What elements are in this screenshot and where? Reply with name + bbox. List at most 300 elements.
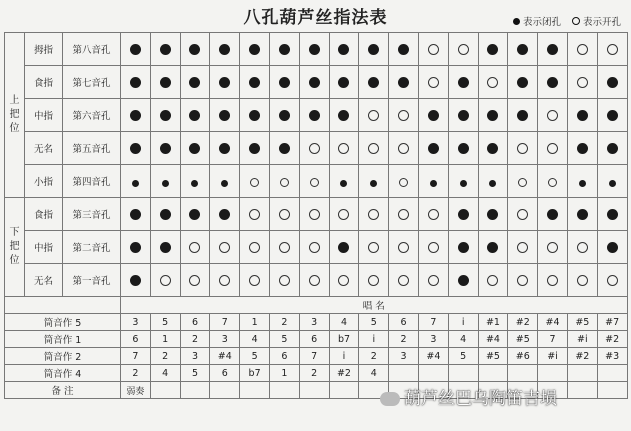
open-hole-icon bbox=[310, 178, 319, 187]
finger-label: 食指 bbox=[25, 198, 63, 231]
closed-hole-icon bbox=[279, 77, 290, 88]
hole-cell bbox=[597, 198, 627, 231]
open-hole-icon bbox=[368, 275, 379, 286]
notation-cell: #5 bbox=[567, 314, 597, 331]
notation-cell: 5 bbox=[359, 314, 389, 331]
notation-cell: i bbox=[329, 348, 359, 365]
notation-cell: 3 bbox=[389, 348, 419, 365]
open-hole-icon bbox=[280, 178, 289, 187]
hole-cell bbox=[150, 33, 180, 66]
hole-cell bbox=[359, 99, 389, 132]
notation-cell: 3 bbox=[299, 314, 329, 331]
hole-cell bbox=[329, 99, 359, 132]
hole-cell bbox=[448, 198, 478, 231]
hole-cell bbox=[150, 165, 180, 198]
hole-cell bbox=[180, 198, 210, 231]
closed-hole-icon bbox=[398, 77, 409, 88]
closed-hole-icon bbox=[309, 110, 320, 121]
notation-cell: 5 bbox=[269, 331, 299, 348]
notation-cell: 3 bbox=[121, 314, 151, 331]
closed-hole-icon bbox=[130, 209, 141, 220]
closed-hole-icon bbox=[577, 110, 588, 121]
closed-hole-icon bbox=[162, 180, 169, 187]
notation-cell: 1 bbox=[240, 314, 270, 331]
hole-cell bbox=[240, 231, 270, 264]
open-hole-icon bbox=[249, 242, 260, 253]
closed-hole-icon bbox=[130, 275, 141, 286]
hole-row bbox=[5, 99, 628, 132]
notation-cell bbox=[478, 365, 508, 382]
hole-cell bbox=[359, 198, 389, 231]
legend bbox=[513, 14, 621, 28]
closed-hole-icon bbox=[458, 143, 469, 154]
hole-cell bbox=[329, 132, 359, 165]
open-hole-icon bbox=[249, 275, 260, 286]
notation-row bbox=[5, 331, 628, 348]
notation-cell: 6 bbox=[121, 331, 151, 348]
closed-hole-icon bbox=[219, 209, 230, 220]
closed-hole-icon bbox=[487, 44, 498, 55]
hole-cell bbox=[448, 165, 478, 198]
hole-cell bbox=[448, 231, 478, 264]
open-hole-icon bbox=[219, 242, 230, 253]
hole-cell bbox=[508, 198, 538, 231]
finger-label: 拇指 bbox=[25, 33, 63, 66]
finger-label: 无名 bbox=[25, 132, 63, 165]
closed-hole-icon bbox=[249, 77, 260, 88]
closed-hole-icon bbox=[460, 180, 467, 187]
open-hole-icon bbox=[398, 110, 409, 121]
hole-cell bbox=[299, 198, 329, 231]
open-hole-icon bbox=[368, 143, 379, 154]
closed-hole-icon bbox=[368, 44, 379, 55]
open-hole-icon bbox=[547, 110, 558, 121]
hole-cell bbox=[597, 132, 627, 165]
hole-cell bbox=[359, 231, 389, 264]
remark-blank bbox=[150, 382, 180, 399]
remark-blank bbox=[567, 382, 597, 399]
notation-cell: #5 bbox=[508, 331, 538, 348]
open-hole-icon bbox=[577, 275, 588, 286]
notation-cell: 7 bbox=[121, 348, 151, 365]
notation-label: 筒音作 2 bbox=[5, 348, 121, 365]
notation-cell: #7 bbox=[597, 314, 627, 331]
closed-hole-icon bbox=[130, 143, 141, 154]
hole-cell bbox=[329, 33, 359, 66]
hole-cell bbox=[121, 264, 151, 297]
closed-hole-icon bbox=[189, 77, 200, 88]
open-hole-icon bbox=[428, 77, 439, 88]
closed-hole-icon bbox=[487, 143, 498, 154]
closed-hole-icon bbox=[517, 110, 528, 121]
hole-cell bbox=[121, 165, 151, 198]
legend-open-label: 表示开孔 bbox=[582, 17, 621, 28]
hole-cell bbox=[478, 33, 508, 66]
hole-cell bbox=[538, 231, 568, 264]
hole-cell bbox=[180, 33, 210, 66]
hole-cell bbox=[418, 66, 448, 99]
remark-blank bbox=[240, 382, 270, 399]
remark-blank bbox=[180, 382, 210, 399]
hole-row bbox=[5, 33, 628, 66]
notation-cell: #i bbox=[567, 331, 597, 348]
notation-row bbox=[5, 365, 628, 382]
hole-cell bbox=[269, 165, 299, 198]
open-hole-icon bbox=[607, 275, 618, 286]
page-title: 八孔葫芦丝指法表 bbox=[243, 8, 388, 28]
lower-group-label: 下把位 bbox=[5, 198, 25, 297]
closed-hole-icon bbox=[219, 143, 230, 154]
open-hole-icon bbox=[189, 275, 200, 286]
closed-hole-icon bbox=[130, 242, 141, 253]
hole-row bbox=[5, 264, 628, 297]
hole-cell bbox=[150, 264, 180, 297]
hole-row bbox=[5, 132, 628, 165]
closed-hole-icon bbox=[489, 180, 496, 187]
hole-cell bbox=[359, 132, 389, 165]
closed-hole-icon bbox=[547, 77, 558, 88]
hole-cell bbox=[329, 165, 359, 198]
notation-cell: 2 bbox=[299, 365, 329, 382]
open-hole-icon bbox=[572, 17, 580, 25]
remark-value: 弱奏 bbox=[121, 382, 151, 399]
closed-hole-icon bbox=[309, 77, 320, 88]
hole-label: 第七音孔 bbox=[63, 66, 121, 99]
hole-cell bbox=[567, 165, 597, 198]
hole-cell bbox=[150, 66, 180, 99]
open-hole-icon bbox=[309, 209, 320, 220]
remark-blank bbox=[329, 382, 359, 399]
hole-cell bbox=[448, 99, 478, 132]
closed-hole-icon bbox=[279, 44, 290, 55]
closed-hole-icon bbox=[338, 110, 349, 121]
hole-cell bbox=[269, 198, 299, 231]
open-hole-icon bbox=[309, 275, 320, 286]
open-hole-icon bbox=[279, 209, 290, 220]
open-hole-icon bbox=[428, 242, 439, 253]
closed-hole-icon bbox=[458, 275, 469, 286]
fingering-table bbox=[4, 32, 628, 399]
note-name-row bbox=[5, 297, 628, 314]
open-hole-icon bbox=[607, 44, 618, 55]
notation-cell bbox=[508, 365, 538, 382]
closed-hole-icon bbox=[221, 180, 228, 187]
closed-hole-icon bbox=[189, 209, 200, 220]
finger-label: 中指 bbox=[25, 99, 63, 132]
closed-hole-icon bbox=[370, 180, 377, 187]
notation-cell: 3 bbox=[418, 331, 448, 348]
notation-cell: 2 bbox=[150, 348, 180, 365]
hole-cell bbox=[508, 66, 538, 99]
hole-cell bbox=[329, 66, 359, 99]
notation-cell: #6 bbox=[508, 348, 538, 365]
notation-cell: 6 bbox=[389, 314, 419, 331]
hole-cell bbox=[508, 33, 538, 66]
closed-hole-icon bbox=[428, 143, 439, 154]
open-hole-icon bbox=[547, 275, 558, 286]
hole-cell bbox=[389, 132, 419, 165]
hole-cell bbox=[269, 33, 299, 66]
notation-row bbox=[5, 314, 628, 331]
hole-cell bbox=[359, 264, 389, 297]
hole-cell bbox=[478, 99, 508, 132]
notation-cell: b7 bbox=[329, 331, 359, 348]
hole-cell bbox=[240, 198, 270, 231]
notation-cell: #4 bbox=[210, 348, 240, 365]
hole-cell bbox=[121, 231, 151, 264]
notation-cell: #4 bbox=[478, 331, 508, 348]
open-hole-icon bbox=[458, 44, 469, 55]
hole-cell bbox=[210, 264, 240, 297]
notation-cell: #2 bbox=[597, 331, 627, 348]
closed-hole-icon bbox=[160, 209, 171, 220]
notation-cell bbox=[389, 365, 419, 382]
notation-cell: 5 bbox=[240, 348, 270, 365]
closed-hole-icon bbox=[513, 18, 520, 25]
notation-cell: 4 bbox=[448, 331, 478, 348]
hole-cell bbox=[418, 231, 448, 264]
open-hole-icon bbox=[368, 110, 379, 121]
hole-cell bbox=[567, 198, 597, 231]
hole-cell bbox=[418, 165, 448, 198]
hole-cell bbox=[121, 198, 151, 231]
hole-cell bbox=[210, 132, 240, 165]
finger-label: 小指 bbox=[25, 165, 63, 198]
open-hole-icon bbox=[189, 242, 200, 253]
hole-cell bbox=[180, 264, 210, 297]
remark-blank bbox=[269, 382, 299, 399]
hole-cell bbox=[538, 33, 568, 66]
notation-cell: 6 bbox=[299, 331, 329, 348]
hole-cell bbox=[538, 264, 568, 297]
hole-cell bbox=[240, 66, 270, 99]
closed-hole-icon bbox=[428, 110, 439, 121]
notation-label: 筒音作 5 bbox=[5, 314, 121, 331]
open-hole-icon bbox=[249, 209, 260, 220]
hole-cell bbox=[210, 231, 240, 264]
open-hole-icon bbox=[309, 242, 320, 253]
hole-cell bbox=[269, 132, 299, 165]
hole-cell bbox=[538, 198, 568, 231]
closed-hole-icon bbox=[607, 143, 618, 154]
hole-cell bbox=[538, 165, 568, 198]
notation-cell: #5 bbox=[478, 348, 508, 365]
notation-cell: #i bbox=[538, 348, 568, 365]
hole-cell bbox=[597, 66, 627, 99]
hole-cell bbox=[150, 132, 180, 165]
notation-cell: 2 bbox=[121, 365, 151, 382]
closed-hole-icon bbox=[249, 110, 260, 121]
hole-cell bbox=[150, 99, 180, 132]
notation-cell: #4 bbox=[418, 348, 448, 365]
hole-cell bbox=[418, 198, 448, 231]
closed-hole-icon bbox=[249, 44, 260, 55]
wechat-icon bbox=[380, 392, 400, 406]
closed-hole-icon bbox=[607, 110, 618, 121]
hole-cell bbox=[567, 33, 597, 66]
hole-cell bbox=[478, 198, 508, 231]
hole-cell bbox=[180, 66, 210, 99]
closed-hole-icon bbox=[338, 77, 349, 88]
closed-hole-icon bbox=[458, 77, 469, 88]
closed-hole-icon bbox=[160, 77, 171, 88]
closed-hole-icon bbox=[577, 209, 588, 220]
hole-row bbox=[5, 231, 628, 264]
hole-cell bbox=[269, 264, 299, 297]
hole-cell bbox=[210, 198, 240, 231]
hole-cell bbox=[478, 165, 508, 198]
notation-cell: 1 bbox=[269, 365, 299, 382]
notation-cell: i bbox=[359, 331, 389, 348]
hole-cell bbox=[418, 99, 448, 132]
hole-cell bbox=[448, 33, 478, 66]
remark-blank bbox=[597, 382, 627, 399]
notation-cell: i bbox=[448, 314, 478, 331]
hole-cell bbox=[597, 231, 627, 264]
open-hole-icon bbox=[577, 77, 588, 88]
open-hole-icon bbox=[547, 242, 558, 253]
hole-cell bbox=[508, 99, 538, 132]
closed-hole-icon bbox=[607, 242, 618, 253]
closed-hole-icon bbox=[338, 44, 349, 55]
closed-hole-icon bbox=[340, 180, 347, 187]
hole-cell bbox=[329, 231, 359, 264]
closed-hole-icon bbox=[219, 110, 230, 121]
note-name-blank bbox=[5, 297, 121, 314]
hole-row bbox=[5, 165, 628, 198]
remark-blank bbox=[210, 382, 240, 399]
hole-cell bbox=[210, 165, 240, 198]
closed-hole-icon bbox=[191, 180, 198, 187]
open-hole-icon bbox=[517, 242, 528, 253]
open-hole-icon bbox=[338, 209, 349, 220]
closed-hole-icon bbox=[219, 77, 230, 88]
closed-hole-icon bbox=[160, 110, 171, 121]
closed-hole-icon bbox=[249, 143, 260, 154]
watermark-text: 葫芦丝巴乌陶笛吉埙 bbox=[404, 389, 557, 409]
hole-cell bbox=[478, 231, 508, 264]
closed-hole-icon bbox=[368, 77, 379, 88]
note-name-label: 唱 名 bbox=[121, 297, 628, 314]
hole-cell bbox=[210, 33, 240, 66]
notation-cell: 7 bbox=[418, 314, 448, 331]
hole-cell bbox=[478, 132, 508, 165]
notation-cell: 7 bbox=[538, 331, 568, 348]
closed-hole-icon bbox=[130, 77, 141, 88]
hole-cell bbox=[538, 132, 568, 165]
hole-cell bbox=[210, 99, 240, 132]
open-hole-icon bbox=[398, 242, 409, 253]
hole-cell bbox=[269, 66, 299, 99]
hole-cell bbox=[389, 198, 419, 231]
notation-cell: 2 bbox=[269, 314, 299, 331]
remark-label: 备 注 bbox=[5, 382, 121, 399]
closed-hole-icon bbox=[160, 242, 171, 253]
hole-cell bbox=[389, 264, 419, 297]
hole-cell bbox=[567, 132, 597, 165]
hole-label: 第三音孔 bbox=[63, 198, 121, 231]
hole-cell bbox=[567, 231, 597, 264]
open-hole-icon bbox=[577, 242, 588, 253]
notation-cell: 6 bbox=[210, 365, 240, 382]
hole-cell bbox=[359, 165, 389, 198]
hole-cell bbox=[389, 231, 419, 264]
notation-cell: 2 bbox=[389, 331, 419, 348]
hole-cell bbox=[210, 66, 240, 99]
hole-label: 第四音孔 bbox=[63, 165, 121, 198]
open-hole-icon bbox=[428, 44, 439, 55]
hole-cell bbox=[448, 132, 478, 165]
hole-cell bbox=[538, 66, 568, 99]
finger-label: 无名 bbox=[25, 264, 63, 297]
notation-cell: 5 bbox=[448, 348, 478, 365]
notation-cell: #2 bbox=[567, 348, 597, 365]
notation-cell: 4 bbox=[359, 365, 389, 382]
closed-hole-icon bbox=[189, 44, 200, 55]
hole-cell bbox=[121, 99, 151, 132]
open-hole-icon bbox=[487, 77, 498, 88]
notation-cell: #3 bbox=[597, 348, 627, 365]
finger-label: 中指 bbox=[25, 231, 63, 264]
closed-hole-icon bbox=[577, 143, 588, 154]
closed-hole-icon bbox=[487, 209, 498, 220]
hole-cell bbox=[448, 264, 478, 297]
hole-cell bbox=[121, 33, 151, 66]
hole-cell bbox=[538, 99, 568, 132]
open-hole-icon bbox=[368, 242, 379, 253]
hole-cell bbox=[121, 132, 151, 165]
closed-hole-icon bbox=[130, 110, 141, 121]
legend-closed-label: 表示闭孔 bbox=[522, 17, 561, 28]
open-hole-icon bbox=[398, 209, 409, 220]
hole-cell bbox=[150, 231, 180, 264]
notation-cell: #2 bbox=[329, 365, 359, 382]
hole-cell bbox=[299, 165, 329, 198]
notation-cell: 2 bbox=[359, 348, 389, 365]
closed-hole-icon bbox=[487, 242, 498, 253]
hole-cell bbox=[418, 33, 448, 66]
notation-row bbox=[5, 348, 628, 365]
hole-cell bbox=[359, 33, 389, 66]
closed-hole-icon bbox=[219, 44, 230, 55]
notation-label: 筒音作 4 bbox=[5, 365, 121, 382]
notation-cell: #4 bbox=[538, 314, 568, 331]
open-hole-icon bbox=[309, 143, 320, 154]
hole-cell bbox=[597, 99, 627, 132]
open-hole-icon bbox=[428, 275, 439, 286]
hole-cell bbox=[299, 231, 329, 264]
closed-hole-icon bbox=[130, 44, 141, 55]
hole-label: 第六音孔 bbox=[63, 99, 121, 132]
notation-cell: 3 bbox=[210, 331, 240, 348]
hole-cell bbox=[240, 165, 270, 198]
open-hole-icon bbox=[399, 178, 408, 187]
hole-cell bbox=[508, 264, 538, 297]
hole-cell bbox=[508, 132, 538, 165]
notation-cell bbox=[538, 365, 568, 382]
open-hole-icon bbox=[398, 275, 409, 286]
notation-cell: 3 bbox=[180, 348, 210, 365]
open-hole-icon bbox=[517, 275, 528, 286]
upper-group-label: 上把位 bbox=[5, 33, 25, 198]
hole-cell bbox=[597, 33, 627, 66]
notation-cell: 4 bbox=[329, 314, 359, 331]
hole-cell bbox=[389, 33, 419, 66]
notation-cell bbox=[448, 365, 478, 382]
closed-hole-icon bbox=[547, 44, 558, 55]
open-hole-icon bbox=[518, 178, 527, 187]
hole-cell bbox=[418, 264, 448, 297]
